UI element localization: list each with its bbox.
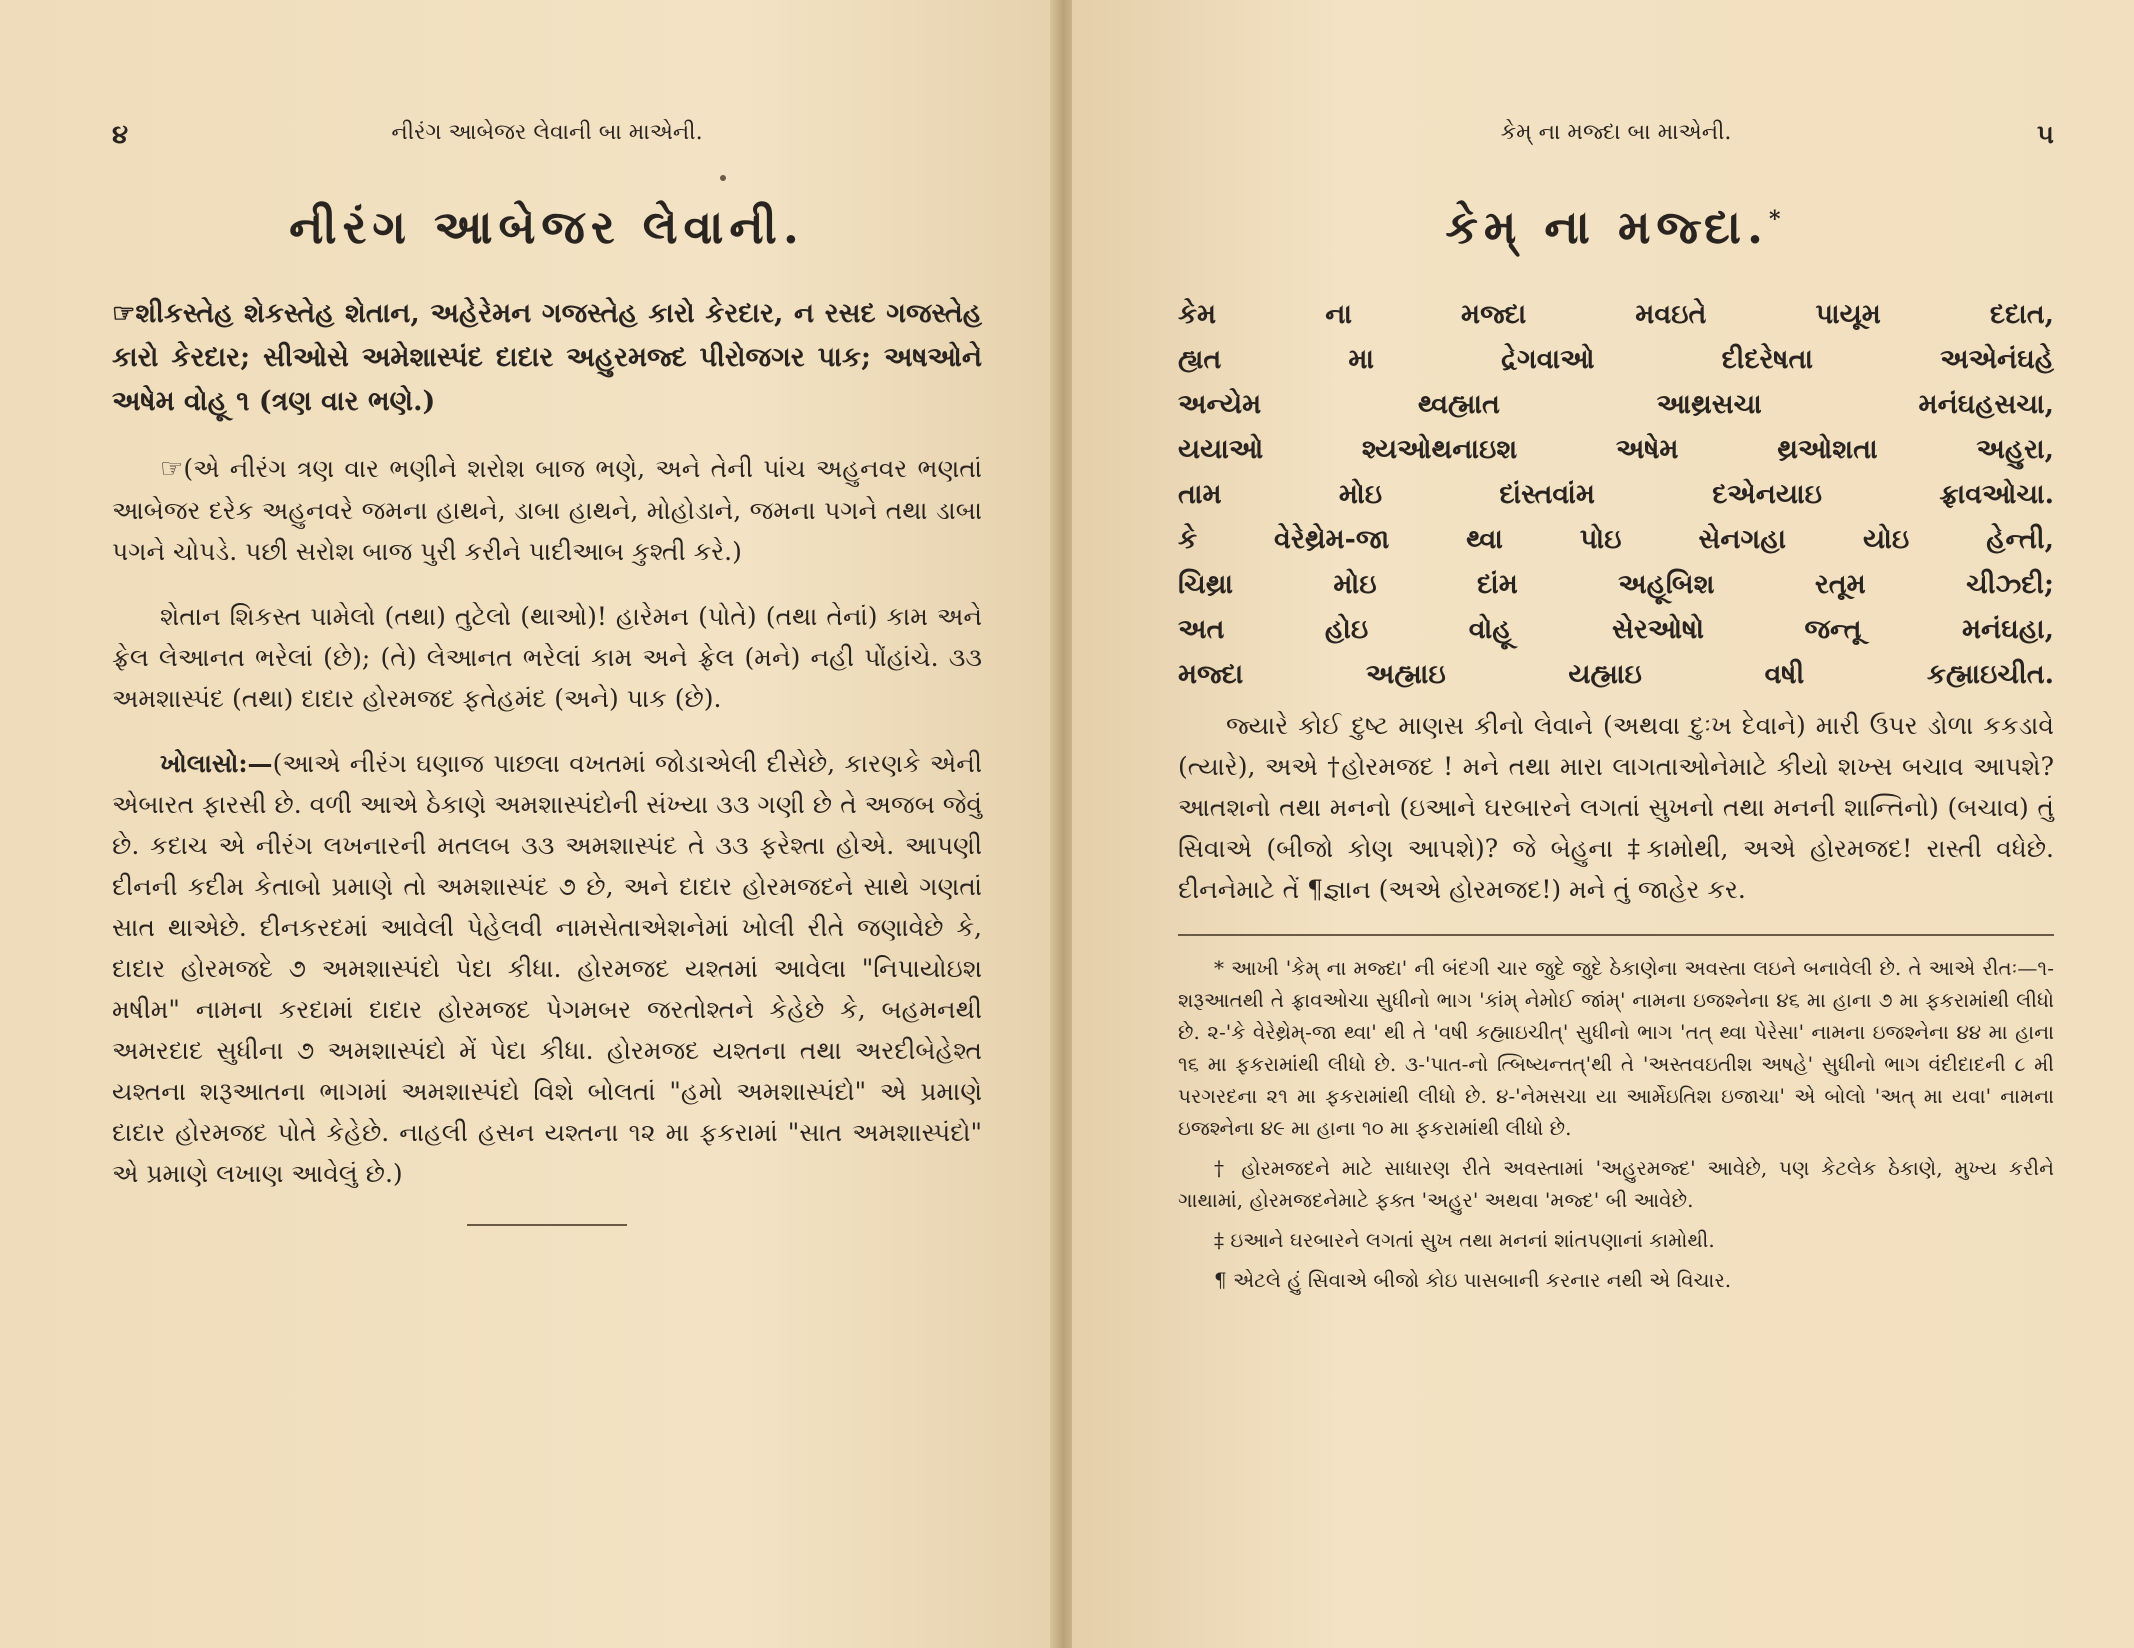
section-title — [1178, 200, 2054, 256]
verse-line: હ્યત મા દ્રેગવાઓ દીદરેષતા અએનંઘહે — [1178, 344, 2054, 375]
pointing-hand-icon: ☞ — [160, 454, 184, 484]
footnote: † હોરમજદને માટે સાધારણ રીતે અવસ્તામાં 'અહુરમજ્દ' આવેછે, પણ કેટલેક ઠેકાણે, મુખ્ય કરીને ગાથામાં, હોરમજદનેમાટે ફક્ત 'અહુર' અથવા 'મજ્દ' બી આવેછે. — [1178, 1156, 2054, 1212]
running-head — [112, 120, 982, 160]
page-number: ૪ — [112, 120, 129, 150]
footnote: ‡ ઇઆને ઘરબારને લગતાં સુખ તથા મનનાં શાંતપણાનાં કામોથી. — [1214, 1228, 1715, 1252]
footnote: * આખી 'કેમ્ ના મજ્દા' ની બંદગી ચાર જુદે જુદે ઠેકાણેના અવસ્તા લઇને બનાવેલી છે. તે આએ રીતઃ—૧-શરૂઆતથી તે ફ્રાવઓચા સુધીનો ભાગ 'કાંમ્ નેમોઈ જાંમ્' નામના ઇજશ્નેના ૪૬ મા હાના ૭ મા ફકરામાંથી લીધો છે. ૨-'કે વેરેથ્રેમ્-જા થ્વા' થી તે 'વષી કહ્માઇચીત્' સુધીનો ભાગ 'તત્ થ્વા પેરેસા' નામના ઇજશ્નેના ૪૪ મા હાના ૧૬ મા ફકરામાંથી લીધો છે. ૩-'પાત-નો ત્બિષ્યન્તત્'થી તે 'અસ્તવઇતીશ અષહે' સુધીનો ભાગ વંદીદાદની ૮ મી પરગરદના ૨૧ મા ફકરામાંથી લીધો છે. ૪-'નેમસચા યા આર્મેઇતિશ ઇજાચા' એ બોલો 'અત્ મા યવા' નામના ઇજશ્નેના ૪૯ મા હાના ૧૦ મા ફકરામાંથી લીધો છે. — [1178, 956, 2054, 1140]
print-speck — [720, 175, 726, 181]
invocation-paragraph — [112, 292, 982, 424]
explanation-paragraph — [112, 743, 982, 1194]
explanation-label: ખોલાસો:— — [160, 749, 273, 778]
verse-line: અત હોઇ વોહૂ સેરઓષો જન્તૂ મનંઘહા, — [1178, 614, 2054, 645]
section-title: નીરંગ આબેજર લેવાની. — [289, 200, 805, 254]
running-head — [1178, 120, 2054, 160]
title-footnote-mark: * — [1769, 206, 1787, 233]
title-text: કેમ્ ના મજ્દા. — [1445, 200, 1770, 254]
verse-block — [1178, 292, 2054, 697]
verse-line: યયાઓ શ્યઓથનાઇશ અષેમ થ્રઓશતા અહુરા, — [1178, 434, 2054, 465]
translation-paragraph: શેતાન શિકસ્ત પામેલો (તથા) તુટેલો (થાઓ)! હારેમન (પોતે) (તથા તેનાં) કામ અને ફ્રેલ લેઆનત ભરેલાં (છે); (તે) લેઆનત ભરેલાં કામ અને ફ્રેલ (મને) નહી પોંહાંચે. ૩૩ અમશાસ્પંદ (તથા) દાદાર હોરમજદ ફતેહમંદ (અને) પાક (છે). — [112, 602, 982, 713]
invocation-text: શીકસ્તેહ શેકસ્તેહ શેતાન, અહેરેમન ગજસ્તેહ કારો કેરદાર, ન રસદ ગજસ્તેહ કારો કેરદાર; સીઓસે અમેશાસ્પંદ દાદાર અહુરમજ્દ પીરોજગર પાક; અષઓને અષેમ વોહૂ ૧ (ત્રણ વાર ભણે.) — [112, 298, 982, 417]
end-rule — [467, 1224, 627, 1226]
translation-paragraph: જ્યારે કોઈ દુષ્ટ માણસ કીનો લેવાને (અથવા દુઃખ દેવાને) મારી ઉપર ડોળા કકડાવે (ત્યારે), અએ †હોરમજદ ! મને તથા મારા લાગતાઓનેમાટે કીયો શખ્સ બચાવ આપશે? આતશનો તથા મનનો (ઇઆને ઘરબારને લગતાં સુખનો તથા મનની શાન્તિનો) (બચાવ) તું સિવાએ (બીજો કોણ આપશે)? જે બેહુના ‡કામોથી, અએ હોરમજદ! રાસ્તી વધેછે. દીનનેમાટે તેં ¶જ્ઞાન (અએ હોરમજદ!) મને તું જાહેર કર. — [1178, 711, 2054, 904]
page-number: ૫ — [2036, 120, 2054, 150]
verse-line: કે વેરેથ્રેમ-જા થ્વા પોઇ સેનગહા યોઇ હેન્તી, — [1178, 524, 2054, 555]
verse-line: કેમ ના મજ્દા મવઇતે પાયૂમ દદાત, — [1178, 299, 2054, 330]
verse-line: અન્યેમ થ્વહ્માત આથ્રસચા મનંઘહસચા, — [1178, 389, 2054, 420]
running-head-text: કેમ્ ના મજ્દા બા માએની. — [1500, 120, 1732, 145]
pointing-hand-icon: ☞ — [112, 299, 136, 329]
running-head-text: નીરંગ આબેજર લેવાની બા માએની. — [391, 120, 703, 145]
footnote-rule — [1178, 934, 2054, 936]
instruction-paragraph — [112, 448, 982, 572]
right-page — [1072, 0, 2134, 1648]
explanation-text: (આએ નીરંગ ઘણાજ પાછલા વખતમાં જોડાએલી દીસેછે, કારણકે એની એબારત ફારસી છે. વળી આએ ઠેકાણે અમશાસ્પંદોની સંખ્યા ૩૩ ગણી છે તે અજબ જેવું છે. કદાચ એ નીરંગ લખનારની મતલબ ૩૩ અમશાસ્પંદ તે ૩૩ ફરેશ્તા હોએ. આપણી દીનની કદીમ કેતાબો પ્રમાણે તો અમશાસ્પંદ ૭ છે, અને દાદાર હોરમજદને સાથે ગણતાં સાત થાએછે. દીનકરદમાં આવેલી પેહેલવી નામસેતાએશનેમાં ખોલી રીતે જણાવેછે કે, દાદાર હોરમજદે ૭ અમશાસ્પંદો પેદા કીધા. હોરમજદ યશ્તમાં આવેલા "નિપાયોઇશ મષીમ" નામના કરદામાં દાદાર હોરમજદ પેગમબર જરતોશ્તને કેહેછે કે, બહમનથી અમરદાદ સુધીના ૭ અમશાસ્પંદો મેં પેદા કીધા. હોરમજદ યશ્તના તથા અરદીબેહેશ્ત યશ્તના શરૂઆતના ભાગમાં અમશાસ્પંદો વિશે બોલતાં "હમો અમશાસ્પંદો" એ પ્રમાણે દાદાર હોરમજદ પોતે કેહેછે. નાહલી હસન યશ્તના ૧૨ મા ફકરામાં "સાત અમશાસ્પંદો" એ પ્રમાણે લખાણ આવેલું છે.) — [112, 749, 982, 1188]
footnote: ¶ એટલે હું સિવાએ બીજો કોઇ પાસબાની કરનાર નથી એ વિચાર. — [1214, 1268, 1732, 1292]
verse-line: ચિથ્રા મોઇ દાંમ અહૂબિશ રતૂમ ચીઝ્દી; — [1178, 569, 2054, 600]
instruction-text: (એ નીરંગ ત્રણ વાર ભણીને શરોશ બાજ ભણે, અને તેની પાંચ અહુનવર ભણતાં આબેજર દરેક અહુનવરે જમના હાથને, ડાબા હાથને, મોહોડાને, જમના પગને તથા ડાબા પગને ચોપડે. પછી સરોશ બાજ પુરી કરીને પાદીઆબ કુશ્તી કરે.) — [112, 454, 982, 566]
verse-line: મજ્દા અહ્માઇ યહ્માઇ વષી કહ્માઇચીત. — [1178, 659, 2054, 690]
left-page — [0, 0, 1062, 1648]
verse-line: તામ મોઇ દાંસ્તવાંમ દએનયાઇ ફ્રાવઓચા. — [1178, 479, 2054, 510]
